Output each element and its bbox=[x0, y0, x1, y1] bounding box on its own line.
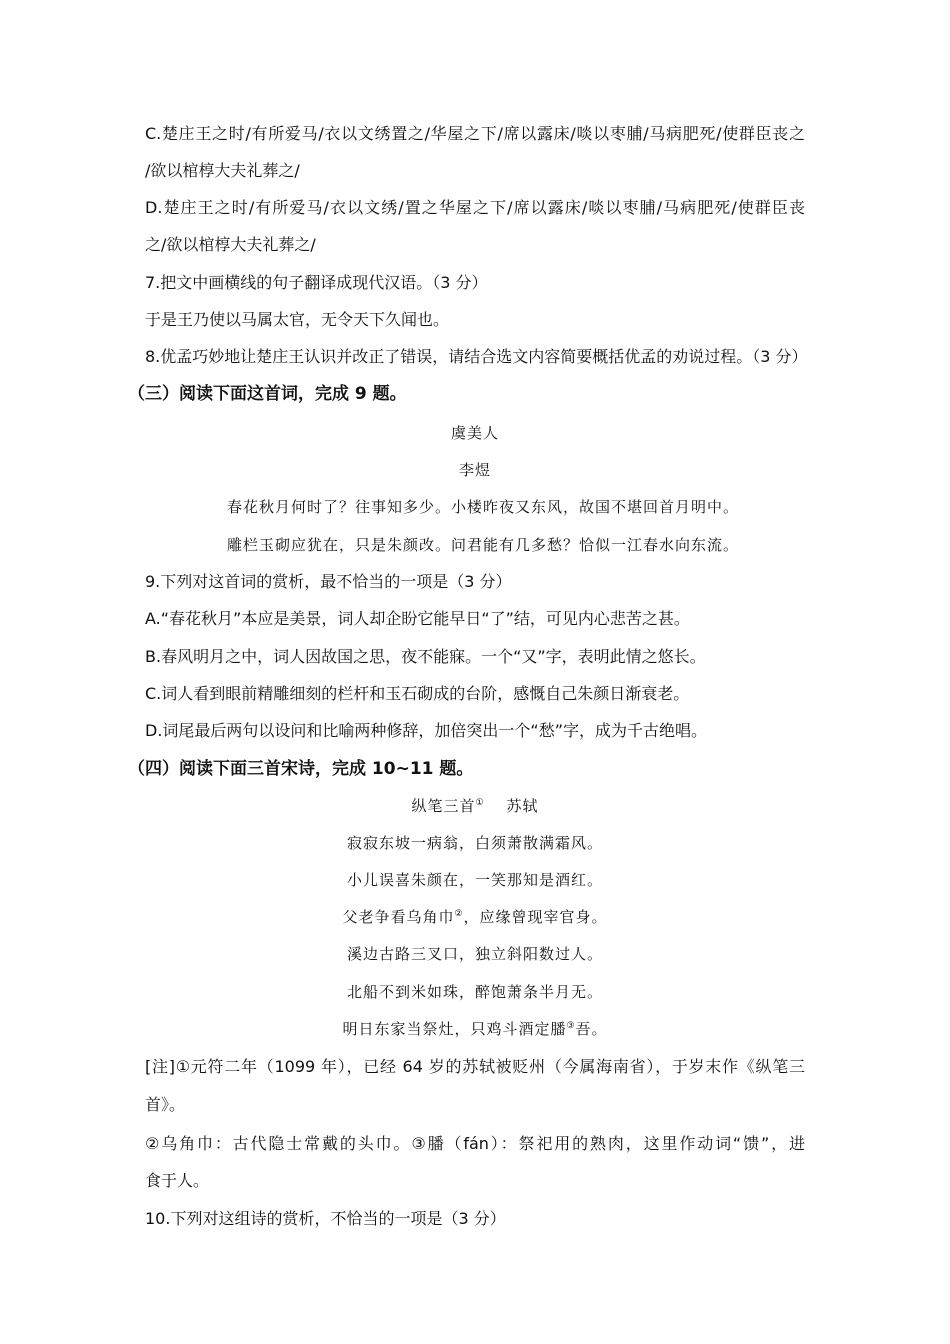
poem-line: 春花秋月何时了？往事知多少。小楼昨夜又东风，故国不堪回首月明中。 bbox=[226, 498, 739, 516]
section3-heading: （三）阅读下面这首词，完成 9 题。 bbox=[128, 384, 407, 404]
section4-heading: （四）阅读下面三首宋诗，完成 10~11 题。 bbox=[128, 759, 474, 779]
poem-title: 纵笔三首 bbox=[411, 797, 476, 815]
q9-question: 9.下列对这首词的赏析，最不恰当的一项是（3 分） bbox=[145, 572, 512, 591]
poem-title-line bbox=[0, 796, 950, 816]
footnote-marker: ③ bbox=[566, 1021, 576, 1031]
q6-option-d-line2: 之/欲以棺椁大夫礼葬之/ bbox=[145, 235, 316, 254]
poem-line: 溪边古路三叉口，独立斜阳数过人。 bbox=[346, 945, 603, 963]
q10-question: 10.下列对这组诗的赏析，不恰当的一项是（3 分） bbox=[145, 1209, 506, 1228]
note-1-line2: 首》。 bbox=[145, 1095, 186, 1114]
poem-title: 虞美人 bbox=[450, 424, 499, 442]
footnote-marker: ② bbox=[454, 909, 464, 919]
q9-option-d: D.词尾最后两句以设问和比喻两种修辞，加倍突出一个“愁”字，成为千古绝唱。 bbox=[145, 721, 707, 740]
q6-option-d-line1: D.楚庄王之时/有所爱马/衣以文绣/置之华屋之下/席以露床/啖以枣脯/马病肥死/使群臣丧 bbox=[145, 198, 805, 217]
q8-question: 8.优孟巧妙地让楚庄王认识并改正了错误，请结合选文内容简要概括优孟的劝说过程。（3 分） bbox=[145, 347, 808, 366]
q9-option-b: B.春风明月之中，词人因故国之思，夜不能寐。一个“又”字，表明此情之悠长。 bbox=[145, 647, 706, 666]
q7-sentence: 于是王乃使以马属太官，无令天下久闻也。 bbox=[145, 310, 450, 329]
poem-line-text: 吾。 bbox=[575, 1020, 608, 1038]
poem-line: 北船不到米如珠，醉饱萧条半月无。 bbox=[346, 983, 603, 1001]
poem-author: 李煜 bbox=[458, 461, 491, 479]
poem-line bbox=[0, 1019, 950, 1039]
poem-line-text: 明日东家当祭灶，只鸡斗酒定膰 bbox=[342, 1020, 567, 1038]
q7-question: 7.把文中画横线的句子翻译成现代汉语。（3 分） bbox=[145, 273, 488, 292]
q6-option-c-line2: /欲以棺椁大夫礼葬之/ bbox=[145, 161, 300, 180]
q9-option-a: A.“春花秋月”本应是美景，词人却企盼它能早日“了”结，可见内心悲苦之甚。 bbox=[145, 609, 690, 628]
poem-line bbox=[0, 907, 950, 927]
note-2-line2: 食于人。 bbox=[145, 1171, 210, 1190]
poem-line: 寂寂东坡一病翁，白须萧散满霜风。 bbox=[346, 834, 603, 852]
note-2-line1: ②乌角巾：古代隐士常戴的头巾。③膰（fán）：祭祀用的熟肉，这里作动词“馈”，进 bbox=[145, 1134, 805, 1153]
q9-option-c: C.词人看到眼前精雕细刻的栏杆和玉石砌成的台阶，感慨自己朱颜日渐衰老。 bbox=[145, 684, 690, 703]
poem-author: 苏轼 bbox=[506, 797, 539, 815]
q6-option-c-line1: C.楚庄王之时/有所爱马/衣以文绣置之/华屋之下/席以露床/啖以枣脯/马病肥死/使群臣丧之 bbox=[145, 124, 805, 143]
poem-line-text: 父老争看乌角巾 bbox=[342, 908, 455, 926]
note-1-line1: [注]①元符二年（1099 年），已经 64 岁的苏轼被贬州（今属海南省），于岁末作《纵笔三 bbox=[145, 1057, 805, 1076]
poem-line: 雕栏玉砌应犹在，只是朱颜改。问君能有几多愁？恰似一江春水向东流。 bbox=[226, 536, 739, 554]
footnote-marker: ① bbox=[475, 798, 485, 808]
poem-line-text: ，应缘曾现宰官身。 bbox=[463, 908, 608, 926]
poem-line: 小儿误喜朱颜在，一笑那知是酒红。 bbox=[346, 871, 603, 889]
